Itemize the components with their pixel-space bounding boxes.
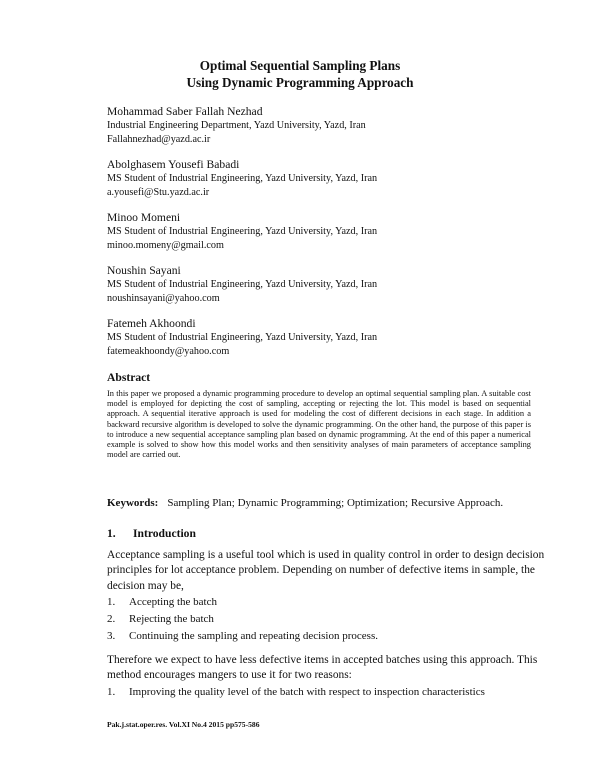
author-name: Fatemeh Akhoondi <box>107 317 196 330</box>
author-block <box>107 157 567 200</box>
keywords-label: Keywords: <box>107 497 159 509</box>
list-item-text: Improving the quality level of the batch with respect to inspection characteristics <box>129 686 485 698</box>
abstract-text: In this paper we proposed a dynamic programming procedure to develop an optimal sequential sampling plan. A suitable cost model is employed for depicting the cost of sampling, accepting or rejecting the lot. This model is based on sequential approach. A sequential iterative approach is used for modeling the cost of different decisions in each stage. In addition a backward recursive algorithm is developed to solve the dynamic programming. On the other hand, the purpose of this paper is to introduce a new sequential acceptance sampling plan based on dynamic programming. At the end of this paper a numerical example is solved to show how this model works and then sensitivity analyses of main parameters of acceptance sampling model are carried out. <box>107 389 531 460</box>
list-item-number: 1. <box>107 596 116 608</box>
list-item <box>107 686 485 698</box>
paper-title-line-1: Optimal Sequential Sampling Plans <box>199 58 401 73</box>
list-item-text: Continuing the sampling and repeating decision process. <box>129 630 378 642</box>
paragraph-2: Therefore we expect to have less defective items in accepted batches using this approach. This method encourages mangers to use it for two reasons: <box>107 654 538 682</box>
author-email: minoo.momeny@gmail.com <box>107 240 224 251</box>
author-name: Abolghasem Yousefi Babadi <box>107 158 240 171</box>
author-email: Fallahnezhad@yazd.ac.ir <box>107 134 211 145</box>
author-affiliation: MS Student of Industrial Engineering, Yazd University, Yazd, Iran <box>107 332 378 343</box>
list-item <box>107 630 378 642</box>
list-item-number: 3. <box>107 630 116 642</box>
list-item-number: 1. <box>107 686 116 698</box>
list-item <box>107 613 214 625</box>
section-title: Introduction <box>133 527 196 540</box>
section-number: 1. <box>107 527 116 540</box>
author-email: fatemeakhoondy@yahoo.com <box>107 346 230 357</box>
list-item-text: Rejecting the batch <box>129 613 214 625</box>
list-item-number: 2. <box>107 613 116 625</box>
author-block <box>107 210 567 253</box>
author-name: Minoo Momeni <box>107 211 181 224</box>
author-affiliation: MS Student of Industrial Engineering, Yazd University, Yazd, Iran <box>107 226 378 237</box>
author-name: Noushin Sayani <box>107 264 181 277</box>
author-email: noushinsayani@yahoo.com <box>107 293 220 304</box>
intro-paragraph: Acceptance sampling is a useful tool which is used in quality control in order to design decision principles for lot acceptance problem. Depending on number of defective items in sample, the decision may be, <box>107 549 545 592</box>
author-affiliation: MS Student of Industrial Engineering, Yazd University, Yazd, Iran <box>107 173 378 184</box>
author-affiliation: MS Student of Industrial Engineering, Yazd University, Yazd, Iran <box>107 279 378 290</box>
author-email: a.yousefi@Stu.yazd.ac.ir <box>107 187 210 198</box>
list-item-text: Accepting the batch <box>129 596 217 608</box>
section-heading <box>107 527 196 540</box>
author-block <box>107 263 567 306</box>
paper-title-line-2: Using Dynamic Programming Approach <box>186 75 414 90</box>
journal-footer: Pak.j.stat.oper.res. Vol.XI No.4 2015 pp575-586 <box>107 720 260 729</box>
author-block <box>107 104 567 147</box>
author-affiliation: Industrial Engineering Department, Yazd University, Yazd, Iran <box>107 120 366 131</box>
abstract-heading: Abstract <box>107 371 151 384</box>
list-item <box>107 596 217 608</box>
author-block <box>107 316 567 359</box>
author-name: Mohammad Saber Fallah Nezhad <box>107 105 263 118</box>
keywords-text: Sampling Plan; Dynamic Programming; Optimization; Recursive Approach. <box>167 497 504 509</box>
keywords-line <box>107 497 503 509</box>
